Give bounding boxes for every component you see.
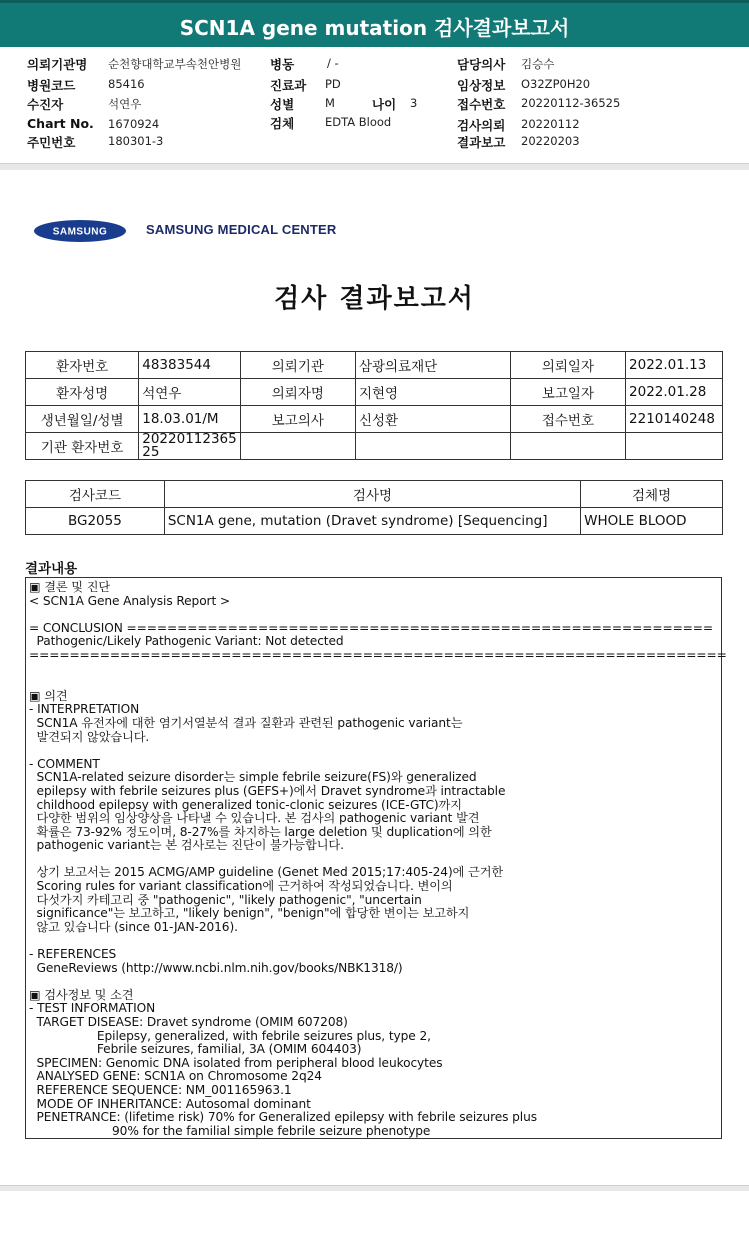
meta-value: 석연우 xyxy=(108,97,142,111)
meta-label: 병동 xyxy=(270,57,295,72)
table-row xyxy=(26,406,723,433)
section-divider xyxy=(0,1185,749,1191)
table-cell xyxy=(240,433,355,460)
table-header-cell: 보고일자 xyxy=(510,379,625,406)
table-header-cell: 검사명 xyxy=(164,481,580,508)
samsung-logo xyxy=(33,219,127,243)
meta-value: 20220112 xyxy=(521,117,580,131)
table-cell: 18.03.01/M xyxy=(139,406,240,433)
table-header-cell: 의뢰자명 xyxy=(240,379,355,406)
test-info-table xyxy=(25,480,723,535)
table-header-cell: 검사코드 xyxy=(26,481,165,508)
result-heading: 결과내용 xyxy=(25,561,78,577)
meta-label: 주민번호 xyxy=(27,135,76,150)
section-divider xyxy=(0,163,749,170)
meta-value: 20220112-36525 xyxy=(521,96,621,110)
table-cell: 2022.01.28 xyxy=(626,379,723,406)
table-row xyxy=(26,433,723,460)
table-row xyxy=(26,352,723,379)
table-header-cell: 보고의사 xyxy=(240,406,355,433)
table-header-cell: 환자번호 xyxy=(26,352,139,379)
result-content-box xyxy=(25,577,727,1139)
table-cell: WHOLE BLOOD xyxy=(581,508,723,535)
meta-label: 접수번호 xyxy=(457,97,506,112)
table-row xyxy=(26,379,723,406)
table-cell: SCN1A gene, mutation (Dravet syndrome) [Sequencing] xyxy=(164,508,580,535)
document-title: 검사 결과보고서 xyxy=(274,284,475,314)
meta-value: M xyxy=(325,96,335,110)
meta-value: 180301-3 xyxy=(108,134,164,148)
meta-value: EDTA Blood xyxy=(325,115,392,129)
table-cell: 신성환 xyxy=(355,406,510,433)
table-header-cell: 기관 환자번호 xyxy=(26,433,139,460)
table-header-cell: 접수번호 xyxy=(510,406,625,433)
meta-label: 결과보고 xyxy=(457,135,506,150)
meta-label: 수진자 xyxy=(27,97,64,112)
logo-text: SAMSUNG xyxy=(52,226,108,238)
result-text: ▣ 결론 및 진단 < SCN1A Gene Analysis Report > = CONCLUSION ========================================================== Pathogenic/Likely Pathogenic Variant: Not detected ===================================================================== ▣ 의견 - INTERPRETATION SCN1A 유전자에 대한 염기서열분석 결과 질환과 관련된 pathogenic variant는 발견되지 않았습니다. - COMMENT SCN1A-related seizure disorder는 simple febrile seizure(FS)와 generalized epilepsy with febrile seizures plus (GEFS+)에서 Dravet syndrome과 intractable childhood epilepsy with generalized tonic-clonic seizures (ICE-GTC)까지 다양한 범위의 임상양상을 나타낼 수 있습니다. 본 검사의 pathogenic variant 발견 확률은 73-92% 정도이며, 8-27%를 차지하는 large deletion 및 duplication에 의한 pathogenic variant는 본 검사로는 진단이 불가능합니다. 상기 보고서는 2015 ACMG/AMP guideline (Genet Med 2015;17:405-24)에 근거한 Scoring rules for variant classification에 근거하여 작성되었습니다. 변이의 다섯가지 카테고리 중 "pathogenic", "likely pathogenic", "uncertain significance"는 보고하고, "likely benign", "benign"에 합당한 변이는 보고하지 않고 있습니다 (since 01-JAN-2016). - REFERENCES GeneReviews (http://www.ncbi.nlm.nih.gov/books/NBK1318/) ▣ 검사정보 및 소견 - TEST INFORMATION TARGET DISEASE: Dravet syndrome (OMIM 607208) Epilepsy, generalized, with febrile seizures plus, type 2, Febrile seizures, familial, 3A (OMIM 604403) SPECIMEN: Genomic DNA isolated from peripheral blood leukocytes ANALYSED GENE: SCN1A on Chromosome 2q24 REFERENCE SEQUENCE: NM_001165963.1 MODE OF INHERITANCE: Autosomal dominant PENETRANCE: (lifetime risk) 70% for Generalized epilepsy with febrile seizures plus 90% for the familial simple febrile seizure phenotype xyxy=(29,580,727,1138)
meta-value: 김승수 xyxy=(521,57,555,71)
meta-label: 검사의뢰 xyxy=(457,118,506,133)
meta-value: 85416 xyxy=(108,77,145,91)
table-cell: 지현영 xyxy=(355,379,510,406)
table-cell: 20220112365 25 xyxy=(139,433,240,460)
page-title: SCN1A gene mutation 검사결과보고서 xyxy=(179,16,570,40)
table-header-cell: 의뢰기관 xyxy=(240,352,355,379)
meta-value: 1670924 xyxy=(108,117,160,131)
request-info xyxy=(0,55,749,155)
table-cell: 2210140248 xyxy=(626,406,723,433)
meta-value: / - xyxy=(327,56,339,70)
table-header-cell: 생년월일/성별 xyxy=(26,406,139,433)
meta-value: O32ZP0H20 xyxy=(521,77,591,91)
meta-label: 담당의사 xyxy=(457,57,506,72)
meta-label: 임상정보 xyxy=(457,78,506,93)
table-header-cell: 환자성명 xyxy=(26,379,139,406)
center-name: SAMSUNG MEDICAL CENTER xyxy=(146,222,337,237)
patient-info-table xyxy=(25,351,723,460)
meta-label: 의뢰기관명 xyxy=(27,57,88,72)
page-title-bar xyxy=(0,0,749,47)
table-cell: 48383544 xyxy=(139,352,240,379)
meta-label: 성별 xyxy=(270,97,295,112)
table-header-cell: 의뢰일자 xyxy=(510,352,625,379)
meta-value: 3 xyxy=(410,96,418,110)
table-cell: 석연우 xyxy=(139,379,240,406)
meta-label: 검체 xyxy=(270,116,295,131)
table-cell xyxy=(626,433,723,460)
table-cell: 2022.01.13 xyxy=(626,352,723,379)
table-cell: BG2055 xyxy=(26,508,165,535)
table-header-cell: 검체명 xyxy=(581,481,723,508)
table-cell xyxy=(355,433,510,460)
table-cell xyxy=(510,433,625,460)
meta-label: 병원코드 xyxy=(27,78,76,93)
meta-value: 순천향대학교부속천안병원 xyxy=(108,57,242,71)
meta-label: 나이 xyxy=(372,97,397,112)
meta-value: PD xyxy=(325,77,341,91)
table-cell: 삼광의료재단 xyxy=(355,352,510,379)
meta-label: Chart No. xyxy=(27,116,94,131)
table-row xyxy=(26,508,723,535)
meta-label: 진료과 xyxy=(270,78,307,93)
table-header-row xyxy=(26,481,723,508)
meta-value: 20220203 xyxy=(521,134,580,148)
